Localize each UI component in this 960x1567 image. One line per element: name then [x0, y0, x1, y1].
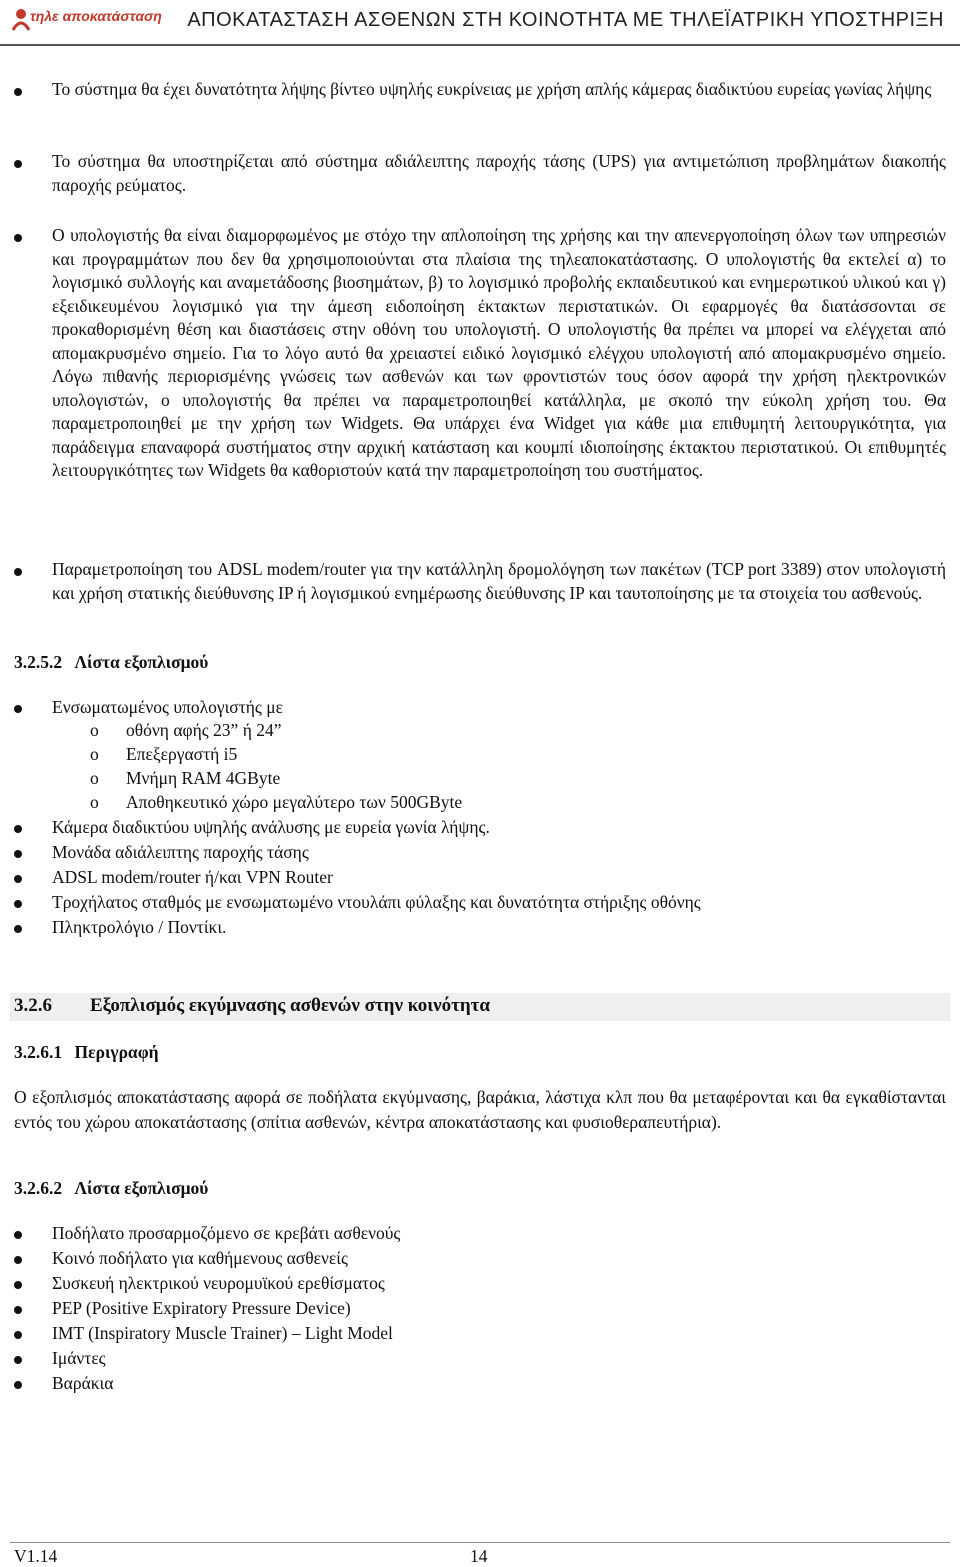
list-item: Κάμερα διαδικτύου υψηλής ανάλυσης με ευρεία γωνία λήψης. — [52, 817, 490, 837]
document-title: ΑΠΟΚΑΤΑΣΤΑΣΗ ΑΣΘΕΝΩΝ ΣΤΗ ΚΟΙΝΟΤΗΤΑ ΜΕ ΤΗΛΕΪΑΤΡΙΚΗ ΥΠΟΣΤΗΡΙΞΗ — [187, 9, 944, 31]
bullet-icon — [14, 1281, 22, 1289]
page-number: 14 — [470, 1546, 488, 1566]
section-number: 3.2.6 — [14, 995, 52, 1016]
sub-list-item: οθόνη αφής 23” ή 24” — [126, 720, 282, 740]
footer-divider — [10, 1542, 950, 1543]
list-item: Ιμάντες — [52, 1348, 106, 1368]
footer-version: V1.14 — [14, 1546, 58, 1566]
sub-bullet-marker: o — [90, 792, 99, 812]
description-paragraph: Ο εξοπλισμός αποκατάστασης αφορά σε ποδήλατα εκγύμνασης, βαράκια, λάστιχα κλπ που θα μεταφέρονται και θα εγκαθίστανται εντός του χώρου αποκατάστασης (σπίτια ασθενών, κέντρα αποκατάστασης και φυσιοθεραπευτήρια). — [14, 1087, 946, 1132]
list-item: Τροχήλατος σταθμός με ενσωματωμένο ντουλάπι φύλαξης και δυνατότητα στήριξης οθόνης — [52, 892, 701, 912]
bullet-icon — [14, 1256, 22, 1264]
bullet-icon — [14, 825, 22, 833]
heading-3-2-6-2 — [14, 1178, 208, 1199]
list-item: Ενσωματωμένος υπολογιστής με — [52, 697, 283, 717]
bullet-icon — [14, 1331, 22, 1339]
list-item: Ποδήλατο προσαρμοζόμενο σε κρεβάτι ασθενούς — [52, 1223, 401, 1243]
bullet-icon — [14, 1356, 22, 1364]
bullet-icon — [14, 1306, 22, 1314]
bullet-icon — [14, 1231, 22, 1239]
list-item: IMT (Inspiratory Muscle Trainer) – Light Model — [52, 1323, 393, 1343]
sub-list-item: Αποθηκευτικό χώρο μεγαλύτερο των 500GByte — [126, 792, 463, 812]
list-item: Το σύστημα θα έχει δυνατότητα λήψης βίντεο υψηλής ευκρίνειας με χρήση απλής κάμερας διαδικτύου ευρείας γωνίας λήψης — [52, 79, 932, 99]
section-title: Εξοπλισμός εκγύμνασης ασθενών στην κοινότητα — [90, 995, 491, 1016]
logo — [6, 4, 162, 40]
list-item: Ο υπολογιστής θα είναι διαμορφωμένος με στόχο την απλοποίηση της χρήσης και την απενεργοποίηση όλων των υπηρεσιών και προγραμμάτων που δεν θα χρησιμοποιούνται στα πλαίσια της τηλεαποκατάστασης. Ο υπολογιστής θα εκτελεί α) το λογισμικό συλλογής και αναμετάδοσης βιοσημάτων, β) το λογισμικό προβολής εκπαιδευτικού και ενημερωτικού υλικού και γ) εξειδικευμένου λογισμικό για την άμεση ειδοποίηση έκτακτων περιστατικών. Οι εφαρμογές θα διατάσσονται σε προκαθορισμένη θέση και διαστάσεις στην οθόνη του υπολογιστή. Ο υπολογιστής θα πρέπει να μπορεί να ελέγχεται από απομακρυσμένο σημείο. Για το λόγο αυτό θα χρειαστεί ειδικό λογισμικό ελέγχου υπολογιστή από απομακρυσμένο σημείο. Λόγω πιθανής περιορισμένης γνώσεις των ασθενών και των φροντιστών τους όσον αφορά την χρήση ηλεκτρονικών υπολογιστών, ο υπολογιστής θα πρέπει να παραμετροποιηθεί κατάλληλα, με σκοπό την εύκολη χρήση του. Θα παραμετροποιηθεί με την χρήση των Widgets. Θα υπάρχει ένα Widget για κάθε μια επιθυμητή λειτουργικότητα, για παράδειγμα επαναφορά συστήματος στην αρχική κατάσταση και κουμπί ιδιοποίησης έκτακτου περιστατικού. Οι επιθυμητές λειτουργικότητες των Widgets θα καθοριστούν κατά την παραμετροποίηση του συστήματος. — [52, 225, 946, 480]
bullet-icon — [14, 160, 22, 168]
bullet-icon — [14, 234, 22, 242]
list-item: Παραμετροποίηση του ADSL modem/router για την κατάλληλη δρομολόγηση των πακέτων (TCP port 3389) στον υπολογιστή και χρήση στατικής διεύθυνσης IP ή λογισμικού ενημέρωσης διεύθυνσης IP και ταυτοποίησης με τα στοιχεία του ασθενούς. — [52, 559, 946, 603]
heading-3-2-5-2 — [14, 652, 208, 673]
list-item: Κοινό ποδήλατο για καθήμενους ασθενείς — [52, 1248, 348, 1268]
sub-list-item: Μνήμη RAM 4GByte — [126, 768, 281, 788]
logo-text: τηλε αποκατάσταση — [30, 8, 162, 24]
header-divider — [0, 44, 960, 46]
heading-number: 3.2.5.2 — [14, 652, 63, 672]
list-item: Πληκτρολόγιο / Ποντίκι. — [52, 917, 227, 937]
heading-number: 3.2.6.1 — [14, 1042, 63, 1062]
heading-number: 3.2.6.2 — [14, 1178, 63, 1198]
logo-icon — [10, 6, 32, 32]
list-item: ADSL modem/router ή/και VPN Router — [52, 867, 333, 887]
bullet-icon — [14, 925, 22, 933]
sub-list-item: Επεξεργαστή i5 — [126, 744, 238, 764]
list-item: PEP (Positive Expiratory Pressure Device) — [52, 1298, 351, 1318]
page-header — [0, 0, 960, 46]
bullet-icon — [14, 850, 22, 858]
bullet-icon — [14, 900, 22, 908]
bullet-icon — [14, 1381, 22, 1389]
bullet-icon — [14, 705, 22, 713]
bullet-icon — [14, 568, 22, 576]
heading-title: Λίστα εξοπλισμού — [74, 1178, 209, 1198]
sub-bullet-marker: o — [90, 720, 99, 740]
sub-bullet-marker: o — [90, 768, 99, 788]
heading-3-2-6-1 — [14, 1042, 159, 1063]
sub-bullet-marker: o — [90, 744, 99, 764]
list-item: Βαράκια — [52, 1373, 114, 1393]
heading-title: Λίστα εξοπλισμού — [74, 652, 209, 672]
section-heading-3-2-6 — [14, 995, 490, 1017]
list-item: Συσκευή ηλεκτρικού νευρομυϊκού ερεθίσματος — [52, 1273, 385, 1293]
list-item: Το σύστημα θα υποστηρίζεται από σύστημα αδιάλειπτης παροχής τάσης (UPS) για αντιμετώπιση προβλημάτων διακοπής παροχής ρεύματος. — [52, 151, 946, 195]
list-item: Μονάδα αδιάλειπτης παροχής τάσης — [52, 842, 309, 862]
heading-title: Περιγραφή — [74, 1042, 159, 1062]
bullet-icon — [14, 88, 22, 96]
bullet-icon — [14, 875, 22, 883]
